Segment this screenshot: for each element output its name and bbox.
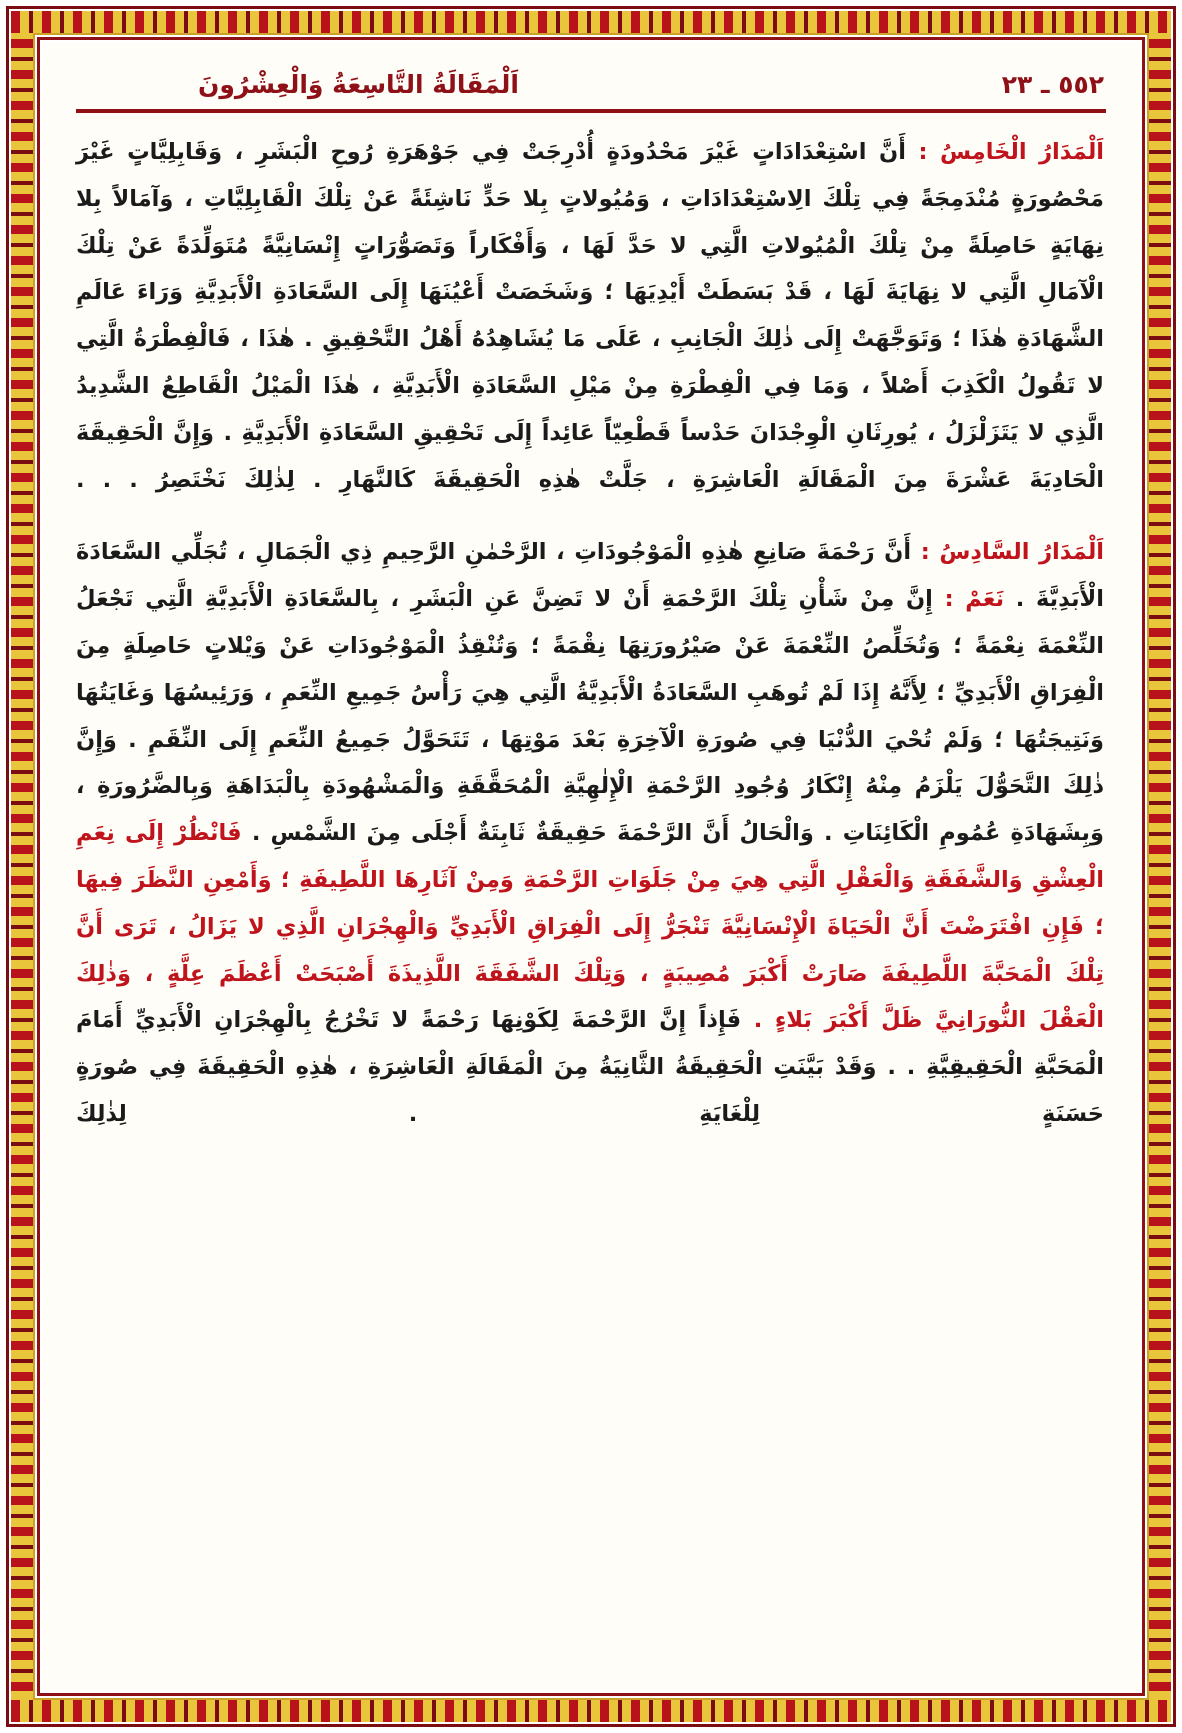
paragraph-lead-sixth: اَلْمَدَارُ السَّادِسُ : — [920, 539, 1105, 566]
page-number: ٥٥٢ ـ ٢٣ — [1001, 70, 1104, 99]
paragraph-body-sixth-part1: أَنَّ رَحْمَةَ صَانِعِ هٰذِهِ الْمَوْجُودَاتِ ، الرَّحْمٰنِ الرَّحِيمِ ذِي الْجَمَالِ ، تُجَلِّي السَّعَادَةَ الْأَبَدِيَّةَ . — [76, 539, 1105, 613]
paragraph-body-sixth-tail: فَإِذاً إِنَّ الرَّحْمَةَ لِكَوْنِهَا رَحْمَةً لا تَخْرُجُ بِالْهِجْرَانِ الْأَبَدِيِّ أَمَامَ الْمَحَبَّةِ الْحَقِيقِيَّةِ . . وَقَدْ بَيَّنَتِ الْحَقِيقَةُ الثَّانِيَةُ مِنَ الْمَقَالَةِ الْعَاشِرَةِ ، هٰذِهِ الْحَقِيقَةَ فِي صُورَةٍ حَسَنَةٍ لِلْغَايَةِ . لِذٰلِكَ — [76, 1007, 1104, 1127]
naam-emphasis: نَعَمْ : — [944, 586, 1005, 613]
paragraph-fifth-pillar — [76, 129, 1104, 503]
paragraph-body-fifth: أَنَّ اسْتِعْدَادَاتٍ غَيْرَ مَحْدُودَةٍ أُدْرِجَتْ فِي جَوْهَرَةِ رُوحِ الْبَشَرِ ، وَقَابِلِيَّاتٍ غَيْرَ مَحْصُورَةٍ مُنْدَمِجَةً فِي تِلْكَ الِاسْتِعْدَادَاتِ ، وَمُيُولاتٍ بِلا حَدٍّ نَاشِئَةً عَنْ تِلْكَ الْقَابِلِيَّاتِ ، وَآمَالاً بِلا نِهَايَةٍ حَاصِلَةً مِنْ تِلْكَ الْمُيُولاتِ الَّتِي لا حَدَّ لَهَا ، وَأَفْكَاراً وَتَصَوُّرَاتٍ إِنْسَانِيَّةً مُتَوَلِّدَةً عَنْ تِلْكَ الْآمَالِ الَّتِي لا نِهَايَةَ لَهَا ، قَدْ بَسَطَتْ أَيْدِيَهَا ؛ وَشَخَصَتْ أَعْيُنَهَا إِلَى السَّعَادَةِ الْأَبَدِيَّةِ وَرَاءَ عَالَمِ الشَّهَادَةِ هٰذَا ؛ وَتَوَجَّهَتْ إِلَى ذٰلِكَ الْجَانِبِ ، عَلَى مَا يُشَاهِدُهُ أَهْلُ التَّحْقِيقِ . هٰذَا ، فَالْفِطْرَةُ الَّتِي لا تَقُولُ الْكَذِبَ أَصْلاً ، وَمَا فِي الْفِطْرَةِ مِنْ مَيْلِ السَّعَادَةِ الْأَبَدِيَّةِ ، هٰذَا الْمَيْلُ الْقَاطِعُ الشَّدِيدُ الَّذِي لا يَتَزَلْزَلُ ، يُورِثَانِ الْوِجْدَانَ حَدْساً قَطْعِيّاً عَائِداً إِلَى تَحْقِيقِ السَّعَادَةِ الْأَبَدِيَّةِ . وَإِنَّ الْحَقِيقَةَ الْحَادِيَةَ عَشْرَةَ مِنَ الْمَقَالَةِ الْعَاشِرَةِ ، جَلَّتْ هٰذِهِ الْحَقِيقَةَ كَالنَّهَارِ . لِذٰلِكَ نَخْتَصِرُ . . . — [76, 139, 1104, 493]
paragraph-lead-fifth: اَلْمَدَارُ الْخَامِسُ : — [918, 139, 1104, 165]
page-header — [42, 42, 1140, 99]
chapter-title: اَلْمَقَالَةُ التَّاسِعَةُ وَالْعِشْرُونَ — [198, 70, 519, 99]
body-text — [42, 113, 1140, 1138]
paragraph-sixth-pillar — [76, 529, 1104, 1137]
page-content-area — [42, 42, 1140, 1691]
highlighted-red-passage: فَانْظُرْ إِلَى نِعَمِ الْعِشْقِ وَالشَّفَقَةِ وَالْعَقْلِ الَّتِي هِيَ مِنْ جَلَوَاتِ الرَّحْمَةِ وَمِنْ آثَارِهَا اللَّطِيفَةِ ؛ وَأَمْعِنِ النَّظَرَ فِيهَا ؛ فَإِنِ افْتَرَضْتَ أَنَّ الْحَيَاةَ الْإِنْسَانِيَّةَ تَنْجَرُّ إِلَى الْفِرَاقِ الْأَبَدِيِّ وَالْهِجْرَانِ الَّذِي لا يَزَالُ ، تَرَى أَنَّ تِلْكَ الْمَحَبَّةَ اللَّطِيفَةَ صَارَتْ أَكْبَرَ مُصِيبَةٍ ، وَتِلْكَ الشَّفَقَةَ اللَّذِيذَةَ أَصْبَحَتْ أَعْظَمَ عِلَّةٍ ، وَذٰلِكَ الْعَقْلَ النُّورَانِيَّ ظَلَّ أَكْبَرَ بَلاءٍ . — [76, 820, 1104, 1034]
paragraph-body-sixth-part2: إِنَّ مِنْ شَأْنِ تِلْكَ الرَّحْمَةِ أَنْ لا تَضِنَّ عَنِ الْبَشَرِ ، بِالسَّعَادَةِ الْأَبَدِيَّةِ الَّتِي تَجْعَلُ النِّعْمَةَ نِعْمَةً ؛ وَتُخَلِّصُ النِّعْمَةَ عَنْ صَيْرُورَتِهَا نِقْمَةً ؛ وَتُنْقِذُ الْمَوْجُودَاتِ عَنْ وَيْلاتٍ حَاصِلَةٍ مِنَ الْفِرَاقِ الْأَبَدِيِّ ؛ لِأَنَّهُ إِذَا لَمْ تُوهَبِ السَّعَادَةُ الْأَبَدِيَّةُ الَّتِي هِيَ رَأْسُ جَمِيعِ النِّعَمِ ، وَرَئِيسُهَا وَغَايَتُهَا وَنَتِيجَتُهَا ؛ وَلَمْ تُحْيَ الدُّنْيَا فِي صُورَةِ الْآخِرَةِ بَعْدَ مَوْتِهَا ، تَتَحَوَّلُ جَمِيعُ النِّعَمِ إِلَى النِّقَمِ . وَإِنَّ ذٰلِكَ التَّحَوُّلَ يَلْزَمُ مِنْهُ إِنْكَارُ وُجُودِ الرَّحْمَةِ الْإِلٰهِيَّةِ الْمُحَقَّقَةِ وَالْمَشْهُودَةِ بِالْبَدَاهَةِ وَبِالضَّرُورَةِ ، وَبِشَهَادَةِ عُمُومِ الْكَائِنَاتِ . وَالْحَالُ أَنَّ الرَّحْمَةَ حَقِيقَةٌ ثَابِتَةٌ أَجْلَى مِنَ الشَّمْسِ . — [76, 586, 1104, 847]
